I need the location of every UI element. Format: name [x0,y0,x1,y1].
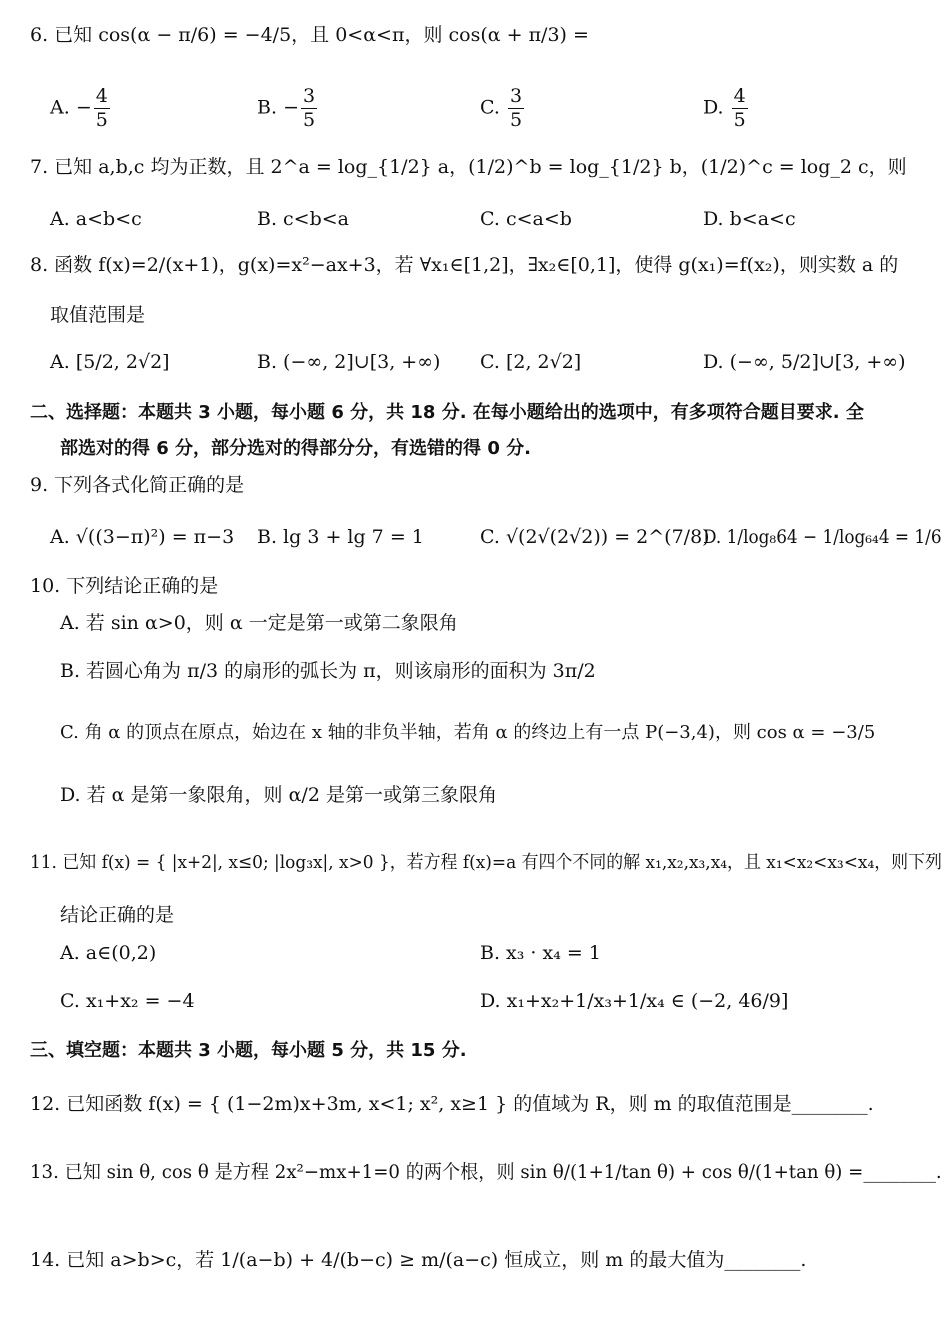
q9-stem: 9. 下列各式化简正确的是 [30,474,245,496]
q6-option-a: A. − $\frac{4}{5}$ [50,85,108,131]
q11-option-a: A. a∈(0,2) [60,942,157,964]
q8-stem: 8. 函数 f(x)=2/(x+1)，g(x)=x²−ax+3，若 ∀x₁∈[1,2]，∃x₂∈[0,1]，使得 g(x₁)=f(x₂)，则实数 a 的 [30,254,899,276]
q10-option-d: D. 若 α 是第一象限角，则 α/2 是第一或第三象限角 [60,784,497,806]
q7-option-d: D. b<a<c [703,208,796,230]
section3-heading: 三、填空题：本题共 3 小题，每小题 5 分，共 15 分. [30,1040,467,1061]
q9-option-d: D. 1/log₈64 − 1/log₆₄4 = 1/6 [703,526,942,548]
q8-option-d: D. (−∞, 5/2]∪[3, +∞) [703,351,906,373]
q8-option-a: A. [5/2, 2√2] [50,351,170,373]
q9-option-b: B. lg 3 + lg 7 = 1 [257,526,424,548]
q11-stem-line2: 结论正确的是 [60,904,175,926]
q9-option-c: C. √(2√(2√2)) = 2^(7/8) [480,526,710,548]
q6-option-c: C. $\frac{3}{5}$ [480,85,523,131]
q8-option-c: C. [2, 2√2] [480,351,582,373]
section2-heading: 二、选择题：本题共 3 小题，每小题 6 分，共 18 分. 在每小题给出的选项中，有多项符合题目要求. 全 [30,402,864,423]
q13-stem: 13. 已知 sin θ, cos θ 是方程 2x²−mx+1=0 的两个根，则 sin θ/(1+1/tan θ) + cos θ/(1+tan θ) =________. [30,1161,942,1183]
q6-option-d: D. $\frac{4}{5}$ [703,85,746,131]
q6-partial-stem: 6. 已知 cos(α − π/6) = −4/5，且 0<α<π，则 cos(α + π/3) = [30,24,589,46]
q11-option-b: B. x₃ · x₄ = 1 [480,942,601,964]
q7-option-a: A. a<b<c [50,208,142,230]
q14-stem: 14. 已知 a>b>c，若 1/(a−b) + 4/(b−c) ≥ m/(a−c) 恒成立，则 m 的最大值为________. [30,1249,807,1271]
q10-stem: 10. 下列结论正确的是 [30,575,219,597]
q6-option-b: B. − $\frac{3}{5}$ [257,85,316,131]
q7-stem: 7. 已知 a,b,c 均为正数，且 2^a = log_{1/2} a，(1/2)^b = log_{1/2} b，(1/2)^c = log_2 c，则 [30,156,907,178]
q7-option-c: C. c<a<b [480,208,572,230]
q9-option-a: A. √((3−π)²) = π−3 [50,526,235,548]
q7-option-b: B. c<b<a [257,208,350,230]
q11-option-c: C. x₁+x₂ = −4 [60,990,195,1012]
q10-option-c: C. 角 α 的顶点在原点，始边在 x 轴的非负半轴，若角 α 的终边上有一点 P(−3,4)，则 cos α = −3/5 [60,722,876,743]
q10-option-a: A. 若 sin α>0，则 α 一定是第一或第二象限角 [60,612,458,634]
q10-option-b: B. 若圆心角为 π/3 的扇形的弧长为 π，则该扇形的面积为 3π/2 [60,660,596,682]
q8-stem-line2: 取值范围是 [50,304,146,326]
section2-heading-line2: 部选对的得 6 分，部分选对的得部分分，有选错的得 0 分. [60,438,531,459]
q8-option-b: B. (−∞, 2]∪[3, +∞) [257,351,441,373]
q11-stem: 11. 已知 f(x) = { |x+2|, x≤0; |log₃x|, x>0 }，若方程 f(x)=a 有四个不同的解 x₁,x₂,x₃,x₄，且 x₁<x₂<x₃<x₄，则下列 [30,852,943,873]
q11-option-d: D. x₁+x₂+1/x₃+1/x₄ ∈ (−2, 46/9] [480,990,789,1012]
q12-stem: 12. 已知函数 f(x) = { (1−2m)x+3m, x<1; x², x≥1 } 的值域为 R，则 m 的取值范围是________. [30,1093,874,1115]
